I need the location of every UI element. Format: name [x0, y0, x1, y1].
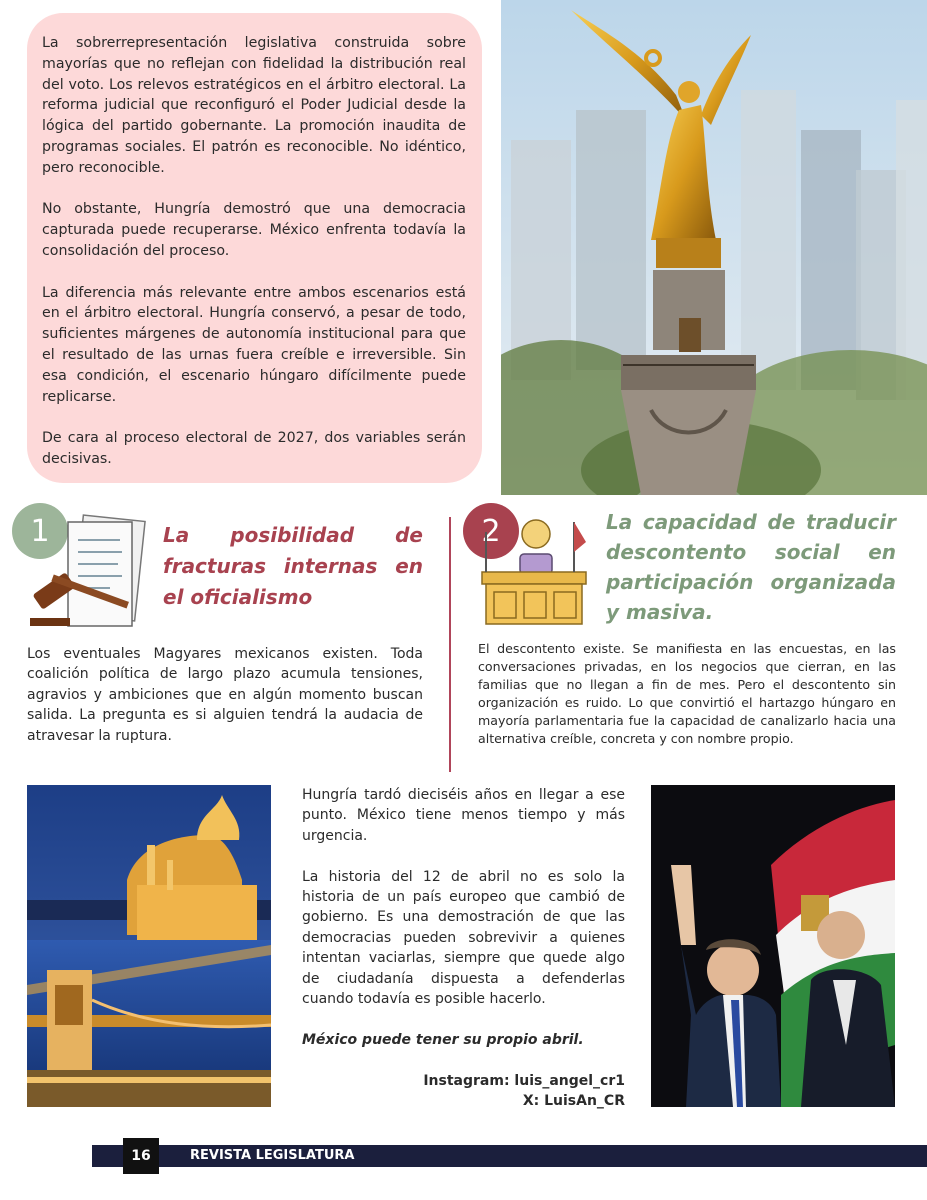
point-body: El descontento existe. Se manifiesta en las encuestas, en las conversaciones privadas, en los negocios que cierran, en las familias que no llegan a fin de mes. Pero el descontento sin organización es ruido. Lo que convirtió el hartazgo húngaro en mayoría parlamentaria fue la capacidad de canalizarlo hacia una alternativa creíble, concreta y con nombre propio.	[478, 641, 896, 746]
point-heading: La capacidad de traducir descontento social en participación organizada y masiva.	[606, 510, 896, 624]
podium-icon	[478, 512, 593, 627]
intro-text	[42, 33, 466, 470]
closing-paragraph: La historia del 12 de abril no es solo la historia de un país europeo que cambió de gobierno. Es una demostración de que las democracias pueden sobrevivir a quienes intentan vaciarlas, siempre que quede algo de ciudadanía dispuesta a defenderlas cuando todavía es posible hacerlo.	[302, 868, 625, 1008]
page-number: 16	[123, 1138, 159, 1174]
point-body: Los eventuales Magyares mexicanos existen. Toda coalición política de largo plazo acumula tensiones, agravios y ambiciones que en algún momento buscan salida. La pregunta es si alguien tendrá la audacia de atravesar la ruptura.	[27, 646, 423, 744]
gavel-document-icon	[30, 510, 150, 635]
intro-paragraph: De cara al proceso electoral de 2027, dos variables serán decisivas.	[42, 430, 466, 467]
closing-line: México puede tener su propio abril.	[302, 1031, 584, 1048]
intro-paragraph: La diferencia más relevante entre ambos escenarios está en el árbitro electoral. Hungría conservó, a pesar de todo, suficientes márgenes de autonomía institucional para que el resultado de las urnas fuera creíble e irreversible. Sin esa condición, el escenario húngaro difícilmente puede replicarse.	[42, 284, 466, 405]
x-handle: X: LuisAn_CR	[522, 1093, 625, 1110]
point-heading: La posibilidad de fracturas internas en el oficialismo	[163, 523, 423, 609]
instagram-handle: Instagram: luis_angel_cr1	[423, 1072, 625, 1089]
budapest-parliament-photo	[27, 785, 271, 1107]
intro-paragraph: La sobrerrepresentación legislativa construida sobre mayorías que no reflejan con fidelidad la distribución real del voto. Los relevos estratégicos en el árbitro electoral. La reforma judicial que reconfiguró el Poder Judicial desde la lógica del partido gobernante. La promoción inaudita de programas sociales. El patrón es reconocible. No idéntico, pero reconocible.	[42, 35, 466, 176]
closing-text	[302, 785, 625, 1111]
intro-paragraph: No obstante, Hungría demostró que una democracia capturada puede recuperarse. México enfrenta todavía la consolidación del proceso.	[42, 201, 466, 259]
politicians-flag-photo	[651, 785, 895, 1107]
point-number-badge: 2	[463, 503, 519, 559]
magazine-name: REVISTA LEGISLATURA	[190, 1148, 355, 1163]
angel-independence-photo	[501, 0, 927, 495]
column-divider	[449, 517, 451, 772]
point-number-badge: 1	[12, 503, 68, 559]
closing-paragraph: Hungría tardó dieciséis años en llegar a ese punto. México tiene menos tiempo y más urgencia.	[302, 787, 625, 844]
